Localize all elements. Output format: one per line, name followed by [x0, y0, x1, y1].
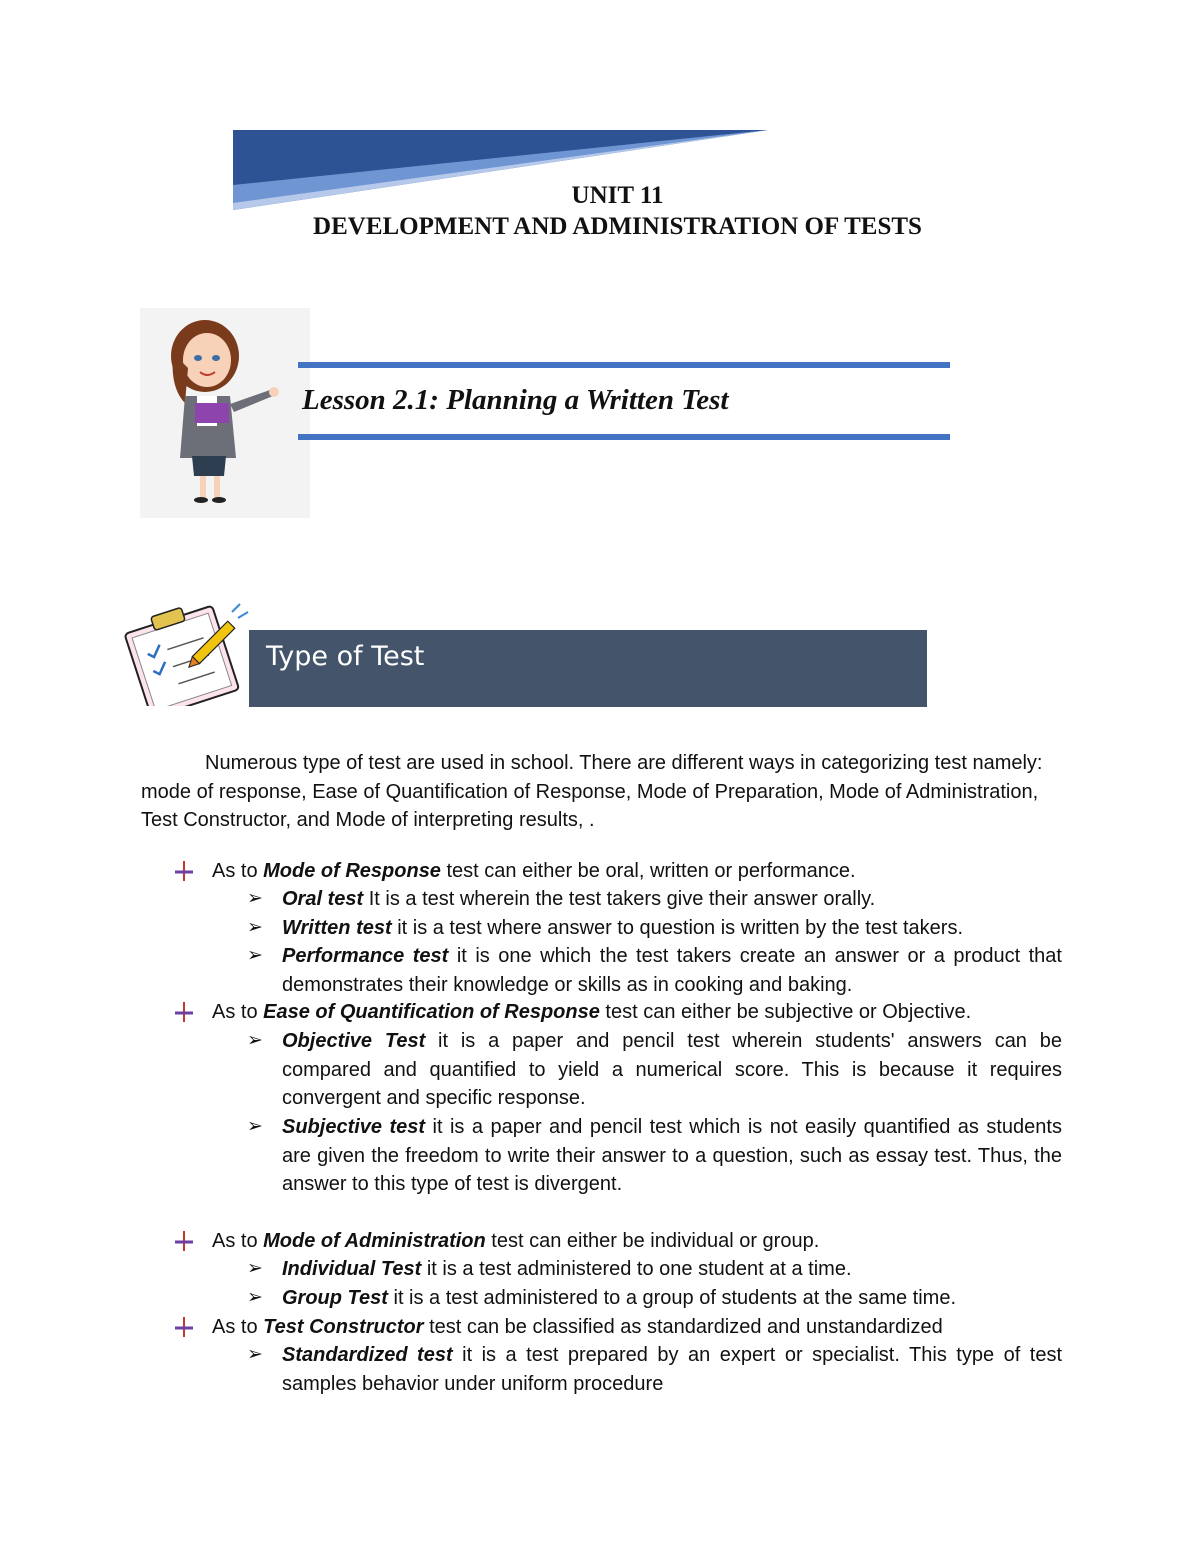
- category-rest: test can be classified as standardized and unstandardized: [423, 1316, 943, 1338]
- item-term: Written test: [282, 917, 392, 939]
- arrowhead-bullet-icon: ➢: [247, 1287, 263, 1308]
- list-item-mode-of-response: [175, 857, 1065, 886]
- pushpin-bullet-icon: [175, 861, 193, 881]
- item-term: Individual Test: [282, 1258, 422, 1280]
- sub-item-objective-test: [247, 1027, 1062, 1113]
- item-term: Subjective test: [282, 1116, 426, 1138]
- lesson-rule-bottom: [298, 434, 950, 440]
- category-rest: test can either be individual or group.: [485, 1230, 820, 1252]
- item-text: it is a paper and pencil test wherein students' answers can be compared and quantified to yield a numerical score. This is because it requires convergent and specific response.: [282, 1030, 1062, 1109]
- item-text: it is one which the test takers create an answer or a product that demonstrates their knowledge or skills as in cooking and baking.: [282, 945, 1062, 996]
- clipboard-pencil-icon: [120, 596, 254, 706]
- sub-item-performance-test: [247, 942, 1062, 999]
- item-term: Performance test: [282, 945, 449, 967]
- sub-item-group-test: [247, 1284, 1062, 1313]
- list-item-test-constructor: [175, 1313, 1065, 1342]
- intro-text: Numerous type of test are used in school. There are different ways in categorizing test namely: mode of response, Ease of Quantification of Response, Mode of Preparation, Mode of Administration, Test Constructor, and Mode of interpreting results, .: [141, 752, 1043, 831]
- intro-paragraph: [141, 749, 1061, 835]
- item-term: Objective Test: [282, 1030, 426, 1052]
- arrowhead-bullet-icon: ➢: [247, 1258, 263, 1279]
- unit-title: DEVELOPMENT AND ADMINISTRATION OF TESTS: [313, 213, 922, 240]
- item-term: Group Test: [282, 1287, 388, 1309]
- category-term: Ease of Quantification of Response: [263, 1001, 600, 1023]
- lesson-rule-top: [298, 362, 950, 368]
- item-term: Standardized test: [282, 1344, 453, 1366]
- sub-item-subjective-test: [247, 1113, 1062, 1199]
- arrowhead-bullet-icon: ➢: [247, 888, 263, 909]
- category-prefix: As to: [212, 1316, 264, 1338]
- lesson-title: Lesson 2.1: Planning a Written Test: [302, 384, 729, 416]
- arrowhead-bullet-icon: ➢: [247, 1030, 263, 1051]
- category-term: Mode of Response: [263, 860, 441, 882]
- category-rest: test can either be oral, written or performance.: [440, 860, 856, 882]
- category-prefix: As to: [212, 1001, 264, 1023]
- sub-item-written-test: [247, 914, 1062, 943]
- sub-item-individual-test: [247, 1255, 1062, 1284]
- category-prefix: As to: [212, 860, 264, 882]
- unit-number: UNIT 11: [571, 182, 664, 209]
- item-text: It is a test wherein the test takers give their answer orally.: [363, 888, 876, 910]
- item-text: it is a test administered to one student at a time.: [421, 1258, 852, 1280]
- sub-item-standardized-test: [247, 1341, 1062, 1398]
- item-text: it is a test prepared by an expert or specialist. This type of test samples behavior under uniform procedure: [282, 1344, 1062, 1395]
- list-item-mode-of-administration: [175, 1227, 1065, 1256]
- arrowhead-bullet-icon: ➢: [247, 1116, 263, 1137]
- section-title: Type of Test: [266, 641, 425, 672]
- arrowhead-bullet-icon: ➢: [247, 917, 263, 938]
- pushpin-bullet-icon: [175, 1002, 193, 1022]
- arrowhead-bullet-icon: ➢: [247, 945, 263, 966]
- item-text: it is a test where answer to question is written by the test takers.: [391, 917, 964, 939]
- sub-item-oral-test: [247, 885, 1062, 914]
- pushpin-bullet-icon: [175, 1231, 193, 1251]
- category-prefix: As to: [212, 1230, 264, 1252]
- category-term: Mode of Administration: [263, 1230, 486, 1252]
- arrowhead-bullet-icon: ➢: [247, 1344, 263, 1365]
- pushpin-bullet-icon: [175, 1317, 193, 1337]
- category-rest: test can either be subjective or Objective.: [599, 1001, 972, 1023]
- list-item-ease-of-quantification: [175, 998, 1065, 1027]
- item-term: Oral test: [282, 888, 364, 910]
- teacher-illustration: [140, 308, 310, 518]
- item-text: it is a paper and pencil test which is not easily quantified as students are given the freedom to write their answer to a question, such as essay test. Thus, the answer to this type of test is divergent.: [282, 1116, 1062, 1195]
- item-text: it is a test administered to a group of students at the same time.: [387, 1287, 957, 1309]
- category-term: Test Constructor: [263, 1316, 424, 1338]
